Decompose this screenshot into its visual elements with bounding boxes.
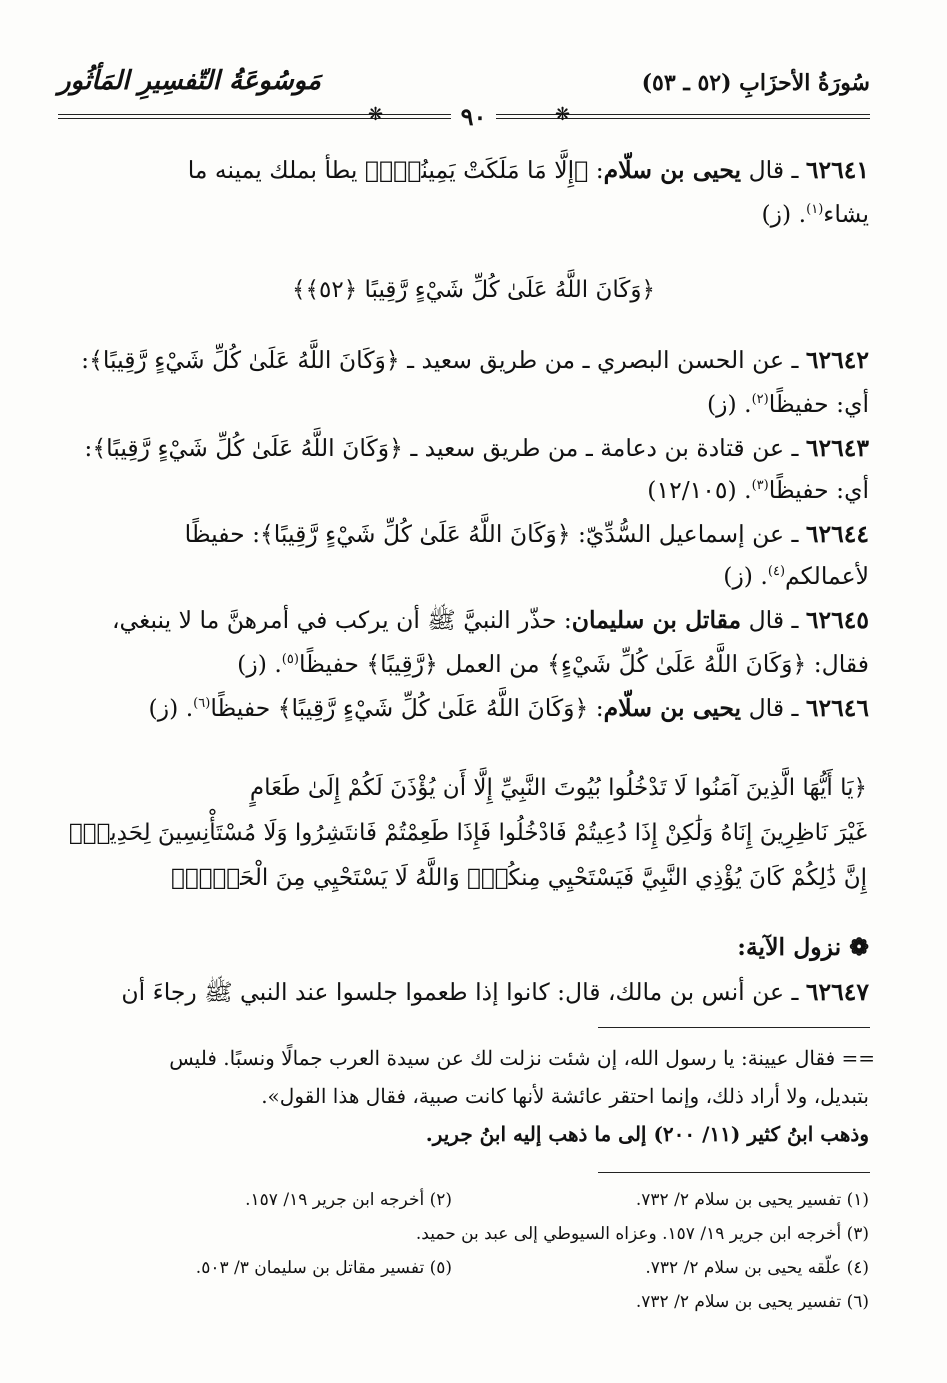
narrator-name: يحيى بن سلّام: [603, 156, 742, 184]
entry-62647: [74, 972, 869, 1012]
entry-text: ـ عن إسماعيل السُّدِّيّ: ﴿وَكَانَ اللَّهُ عَلَىٰ كُلِّ شَيْءٍ رَّقِيبًا﴾: حفيظًا: [184, 520, 806, 548]
entry-text: فقال: ﴿وَكَانَ اللَّهُ عَلَىٰ كُلِّ شَيْءٍ﴾ من العمل ﴿رَّقِيبًا﴾ حفيظًا: [298, 649, 869, 678]
footnote-separator-2: [598, 1172, 870, 1173]
entry-number: ٦٢٦٤٤: [805, 520, 869, 548]
page-number: ٩٠: [451, 102, 497, 131]
verse-53-line-3: إِنَّ ذَٰلِكُمْ كَانَ يُؤْذِي النَّبِيَّ فَيَسْتَحْيِي مِنكُمْۖ وَاللَّهُ لَا يَسْتَحْيِي مِنَ الْحَقِّۚ﴾: [171, 865, 867, 891]
verse-52: ﴿وَكَانَ اللَّهُ عَلَىٰ كُلِّ شَيْءٍ رَّقِيبًا ﴿٥٢﴾﴾: [292, 277, 655, 303]
entry-62646: [74, 684, 869, 728]
narrator-name: يحيى بن سلّام: [603, 693, 742, 722]
entry-62643: [74, 428, 869, 468]
entry-number: ٦٢٦٤٣: [805, 434, 869, 462]
footnote-4: (٤) علّقه يحيى بن سلام ٢/ ٧٣٢.: [645, 1258, 869, 1278]
verse-53-line-2: غَيْرَ نَاظِرِينَ إِنَاهُ وَلَٰكِنْ إِذَا دُعِيتُمْ فَادْخُلُوا فَإِذَا طَعِمْتُمْ فَانتَشِرُوا وَلَا مُسْتَأْنِسِينَ لِحَدِيثٍۚ: [68, 820, 867, 846]
entry-62642-line2: [74, 380, 869, 424]
entry-62643-line2: [74, 466, 869, 510]
footnote-6: (٦) تفسير يحيى بن سلام ٢/ ٧٣٢.: [635, 1292, 869, 1312]
entry-number: ٦٢٦٤٦: [805, 693, 869, 722]
entry-text: ـ عن الحسن البصري ـ من طريق سعيد ـ ﴿وَكَانَ اللَّهُ عَلَىٰ كُلِّ شَيْءٍ رَّقِيبًا﴾:: [81, 346, 806, 374]
entry-text: يشاء: [823, 199, 869, 228]
entry-number: ٦٢٦٤٧: [805, 978, 869, 1006]
entry-text: لأعمالكم: [785, 561, 869, 590]
footnote-ref: (٥): [281, 652, 299, 667]
entry-text: أي: حفيظًا: [768, 389, 869, 418]
entry-number: ٦٢٦٤٥: [805, 606, 869, 634]
book-title: مَوسُوعَةُ التّفسِيرِ المَأثُور: [58, 66, 321, 96]
footnote-ref: (٦): [193, 696, 211, 711]
source-tag: . (ز): [237, 649, 282, 678]
footnote-separator: [598, 1027, 870, 1028]
entry-62642: [74, 340, 869, 380]
source-tag: . (ز): [706, 389, 752, 418]
entry-text: أي: حفيظًا: [768, 475, 869, 504]
flower-icon: ❁: [841, 933, 869, 961]
entry-text: : ﴿إِلَّا مَا مَلَكَتْ يَمِينُكَۗ﴾ يطأ بملك يمينه ما: [187, 156, 604, 184]
entry-text: : ﴿وَكَانَ اللَّهُ عَلَىٰ كُلِّ شَيْءٍ رَّقِيبًا﴾ حفيظًا: [210, 693, 604, 722]
entry-number: ٦٢٦٤١: [805, 156, 869, 184]
narrator-name: مقاتل بن سليمان: [571, 606, 742, 634]
entry-text: ـ عن أنس بن مالك، قال: كانوا إذا طعموا جلسوا عند النبي ﷺ رجاءَ أن: [121, 978, 806, 1006]
continued-note-line-3: وذهب ابنُ كثير (١١/ ٢٠٠) إلى ما ذهب إليه ابنُ جرير.: [425, 1122, 869, 1146]
footnote-ref: (٢): [751, 392, 769, 407]
entry-62645: [74, 600, 869, 640]
entry-text: ـ قال: [741, 693, 806, 722]
footnote-1: (١) تفسير يحيى بن سلام ٢/ ٧٣٢.: [635, 1190, 869, 1210]
entry-62641-line2: [74, 190, 869, 234]
entry-62644: [74, 514, 869, 554]
footnote-2: (٢) أخرجه ابن جرير ١٩/ ١٥٧.: [245, 1190, 452, 1210]
source-tag: . (ز): [761, 199, 807, 228]
footnote-ref: (٣): [751, 478, 769, 493]
ornament-icon: ❋: [555, 104, 571, 125]
surah-title: سُورَةُ الأحزَابِ (٥٢ ـ ٥٣): [641, 70, 870, 96]
entry-number: ٦٢٦٤٢: [805, 346, 869, 374]
entry-text: ـ عن قتادة بن دعامة ـ من طريق سعيد ـ ﴿وَكَانَ اللَّهُ عَلَىٰ كُلِّ شَيْءٍ رَّقِيبًا﴾:: [84, 434, 806, 462]
source-tag: . (ز): [148, 693, 194, 722]
section-heading: [74, 927, 869, 967]
entry-text: ـ قال: [741, 156, 806, 184]
entry-62641: [74, 150, 869, 190]
entry-text: : حذّر النبيَّ ﷺ أن يركب في أمرهنَّ ما لا ينبغي،: [111, 606, 572, 634]
footnote-3: (٣) أخرجه ابن جرير ١٩/ ١٥٧. وعزاه السيوطي إلى عبد بن حميد.: [415, 1224, 869, 1244]
footnote-ref: (١): [806, 202, 824, 217]
source-tag: . (ز): [723, 561, 768, 590]
entry-62644-line2: [74, 552, 869, 596]
ornament-icon: ❋: [368, 104, 384, 125]
continued-note-line-1: == فقال عيينة: يا رسول الله، إن شئت نزلت لك عن سيدة العرب جمالًا ونسبًا. فليس: [169, 1046, 875, 1070]
continued-note-line-2: بتبديل، ولا أراد ذلك، وإنما احتقر عائشة لأنها كانت صبية، فقال هذا القول».: [261, 1084, 869, 1108]
source-tag: . (١٢/١٠٥): [647, 475, 752, 504]
footnote-ref: (٤): [767, 564, 786, 579]
footnote-5: (٥) تفسير مقاتل بن سليمان ٣/ ٥٠٣.: [195, 1258, 452, 1278]
section-heading-text: نزول الآية:: [737, 933, 842, 961]
page-number-row: [0, 102, 947, 131]
verse-53-line-1: ﴿يَا أَيُّهَا الَّذِينَ آمَنُوا لَا تَدْخُلُوا بُيُوتَ النَّبِيِّ إِلَّا أَن يُؤْذَنَ لَكُمْ إِلَىٰ طَعَامٍ: [249, 775, 867, 801]
entry-62645-line2: [74, 640, 869, 684]
entry-text: ـ قال: [741, 606, 806, 634]
